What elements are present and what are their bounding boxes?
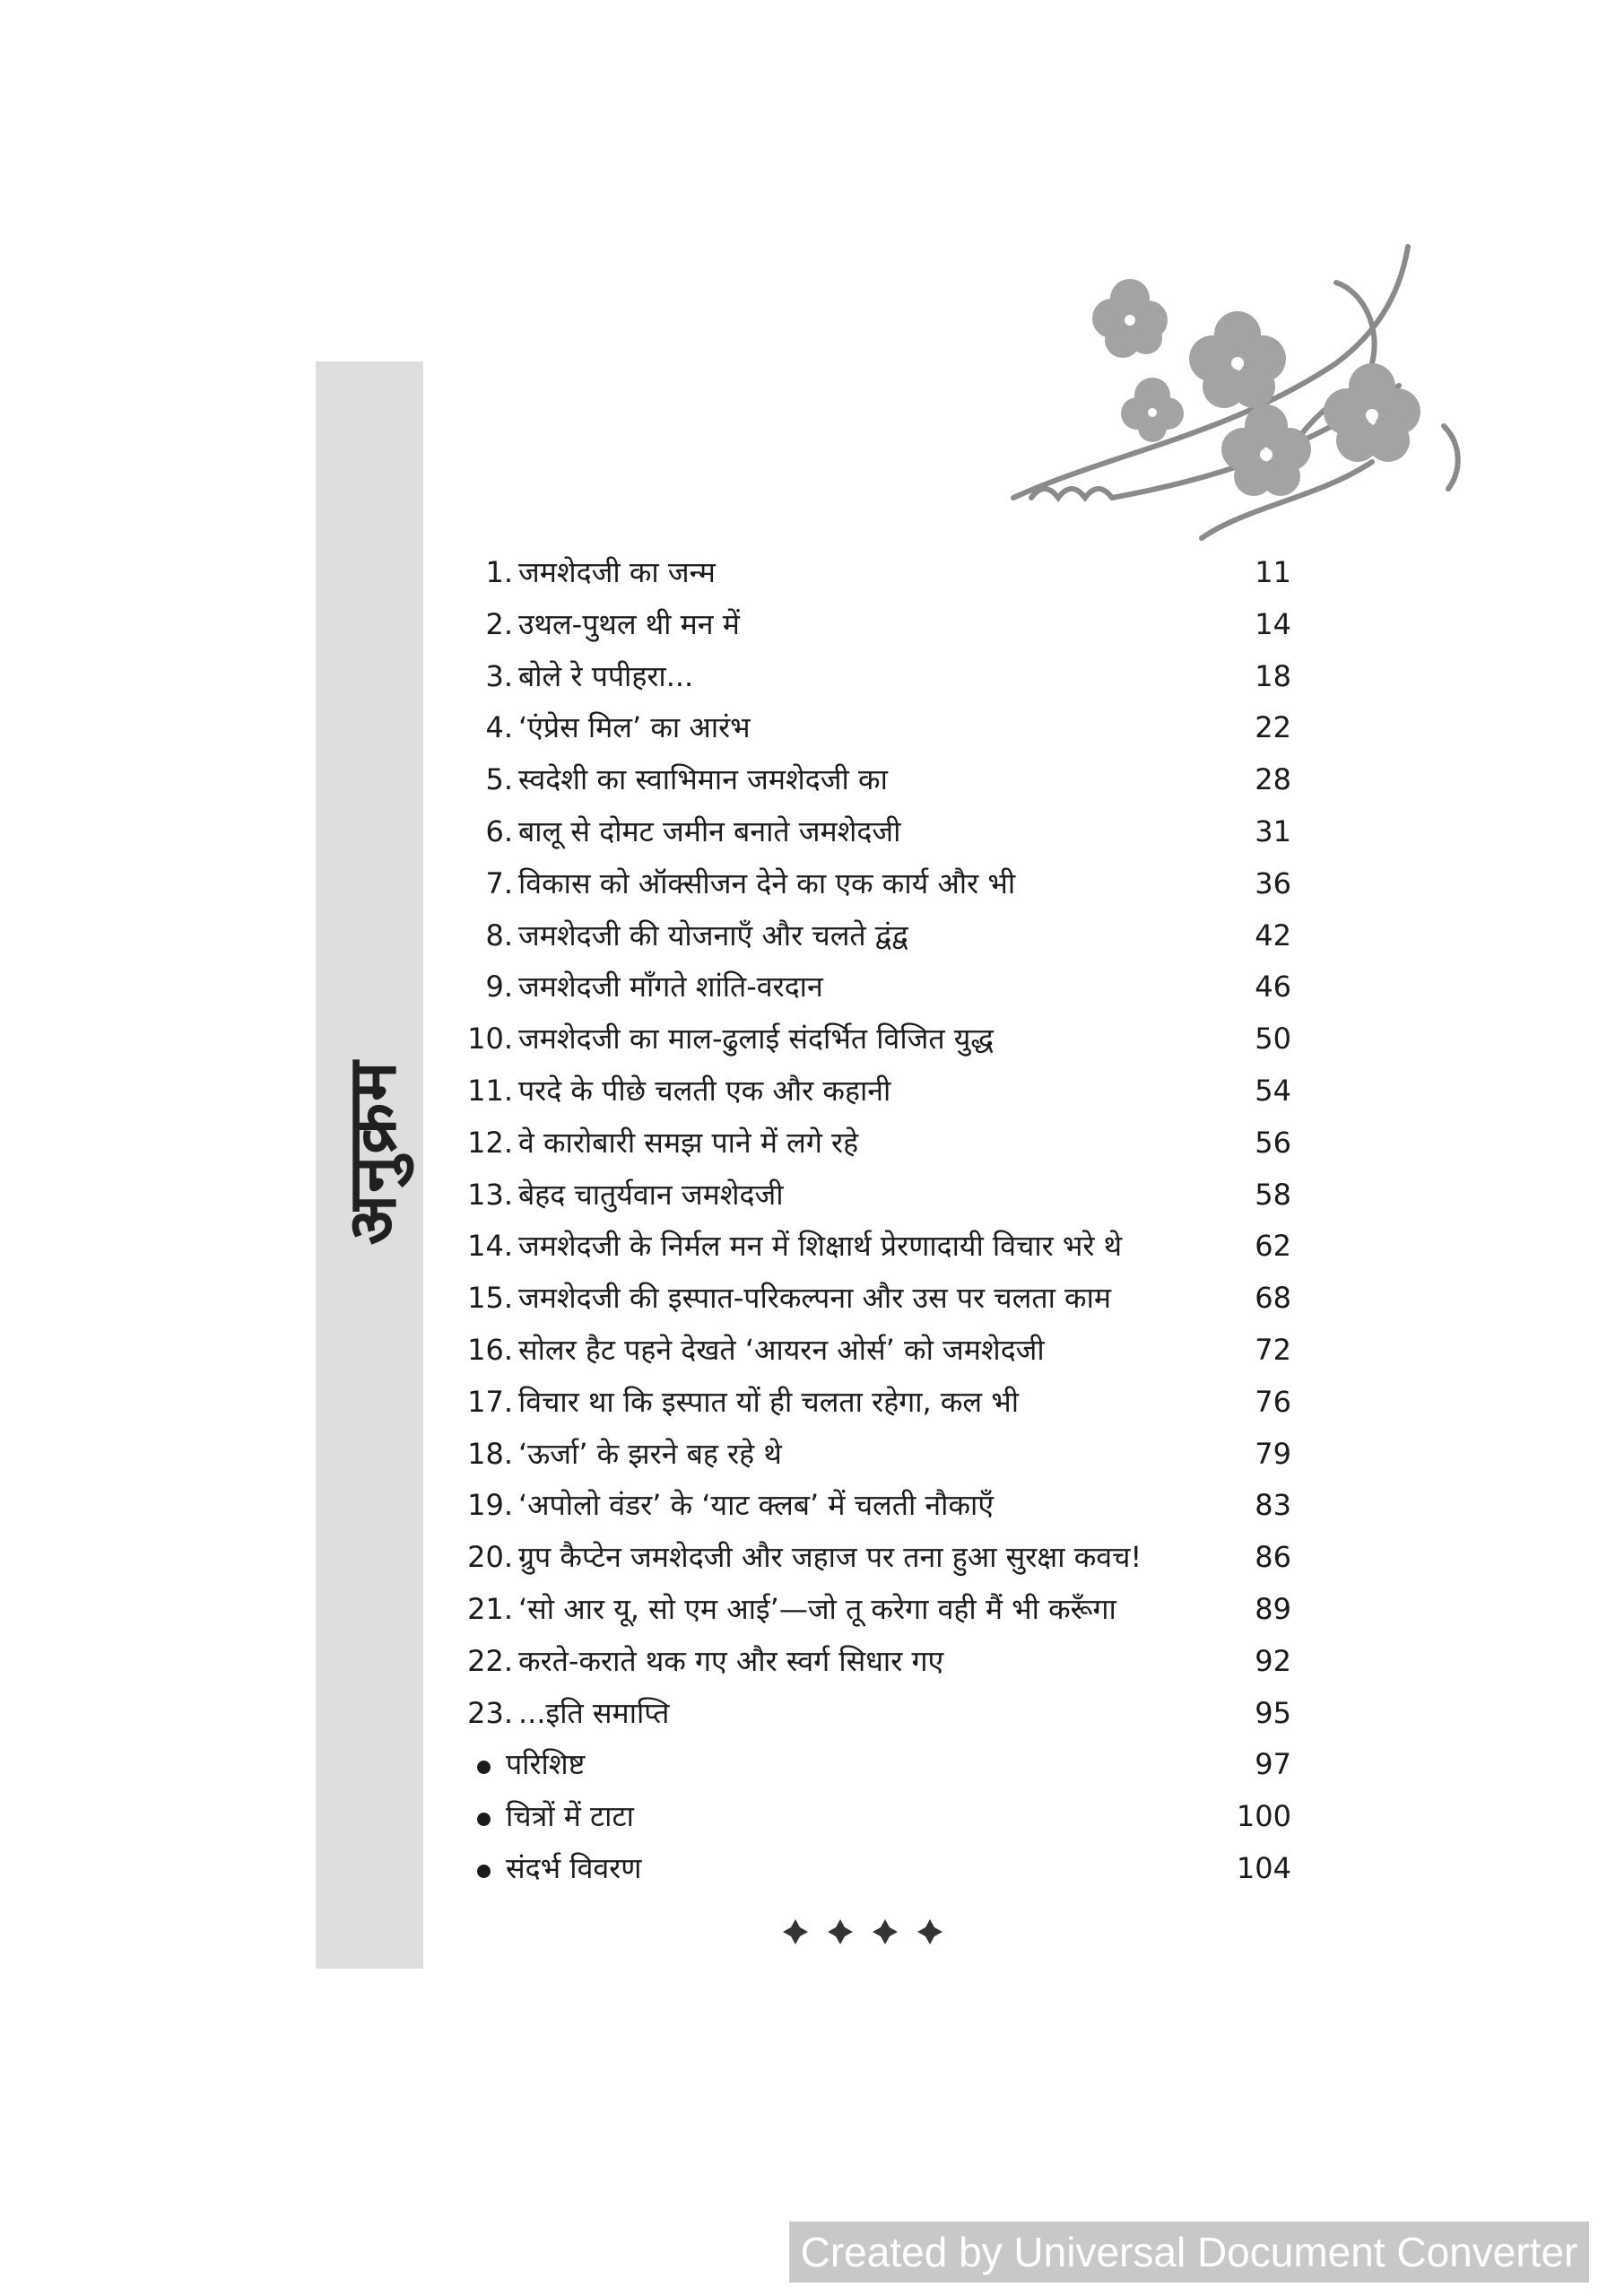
appendix-title: परिशिष्ट (506, 1747, 586, 1782)
bullet-icon (477, 1813, 491, 1826)
toc-number: 18. (467, 1436, 513, 1471)
toc-number: 21. (467, 1591, 513, 1626)
toc-number: 11. (467, 1073, 513, 1108)
toc-row (448, 1013, 1291, 1065)
toc-title: ‘ऊर्जा’ के झरने बह रहे थे (518, 1436, 782, 1471)
toc-title: ‘अपोलो वंडर’ के ‘याट क्लब’ में चलती नौकाएँ (518, 1488, 995, 1523)
toc-row (448, 858, 1291, 910)
toc-page-number: 42 (1255, 918, 1291, 952)
toc-title: ...इति समाप्ति (518, 1695, 670, 1730)
appendix-title: संदर्भ विवरण (506, 1850, 642, 1885)
toc-page-number: 31 (1255, 813, 1291, 848)
toc-number: 20. (467, 1540, 513, 1575)
toc-title: जमशेदजी माँगते शांति-वरदान (518, 970, 823, 1004)
appendix-page-number: 100 (1236, 1799, 1291, 1834)
toc-page-number: 92 (1255, 1643, 1291, 1678)
toc-page-number: 50 (1255, 1022, 1291, 1057)
toc-number: 22. (467, 1643, 513, 1678)
toc-number: 15. (467, 1281, 513, 1316)
toc-title: परदे के पीछे चलती एक और कहानी (518, 1073, 891, 1108)
toc-page-number: 83 (1255, 1488, 1291, 1523)
toc-row (448, 1636, 1291, 1688)
toc-row (448, 1429, 1291, 1481)
toc-row (448, 1170, 1291, 1222)
toc-title: विचार था कि इस्पात यों ही चलता रहेगा, कल भी (518, 1384, 1020, 1419)
toc-title: ग्रुप कैप्टेन जमशेदजी और जहाज पर तना हुआ सुरक्षा कवच! (518, 1540, 1142, 1575)
toc-page-number: 14 (1255, 606, 1291, 641)
toc-number: 6. (485, 813, 513, 848)
toc-row (448, 1065, 1291, 1118)
toc-page-number: 68 (1255, 1281, 1291, 1316)
bullet-icon (477, 1761, 491, 1774)
toc-row (448, 754, 1291, 806)
toc-row (448, 702, 1291, 754)
toc-title: जमशेदजी की योजनाएँ और चलते द्वंद्व (518, 918, 908, 952)
toc-number: 19. (467, 1488, 513, 1523)
toc-row (448, 1688, 1291, 1740)
toc-number: 5. (485, 762, 513, 797)
toc-page-number: 79 (1255, 1436, 1291, 1471)
toc-page-number: 58 (1255, 1177, 1291, 1212)
toc-number: 12. (467, 1125, 513, 1160)
toc-row (448, 547, 1291, 599)
toc-number: 9. (485, 970, 513, 1004)
bullet-icon (477, 1865, 491, 1878)
appendix-row (448, 1739, 1291, 1791)
appendix-page-number: 97 (1255, 1747, 1291, 1782)
toc-row (448, 1377, 1291, 1429)
toc-number: 8. (485, 918, 513, 952)
toc-number: 17. (467, 1384, 513, 1419)
toc-title: जमशेदजी के निर्मल मन में शिक्षार्थ प्रेरणादायी विचार भरे थे (518, 1229, 1123, 1264)
toc-title: बालू से दोमट जमीन बनाते जमशेदजी (518, 813, 901, 848)
toc-page-number: 18 (1255, 658, 1291, 693)
toc-number: 7. (485, 865, 513, 900)
appendix-row (448, 1843, 1291, 1895)
toc-page-number: 95 (1255, 1695, 1291, 1730)
toc-page-number: 89 (1255, 1591, 1291, 1626)
toc-number: 4. (485, 710, 513, 745)
toc-number: 2. (485, 606, 513, 641)
floral-ornament-icon (977, 229, 1489, 543)
appendix-page-number: 104 (1236, 1850, 1291, 1885)
toc-page-number: 76 (1255, 1384, 1291, 1419)
toc-page-number: 56 (1255, 1125, 1291, 1160)
toc-row (448, 1273, 1291, 1325)
toc-row (448, 910, 1291, 962)
toc-page-number: 46 (1255, 970, 1291, 1004)
toc-number: 10. (467, 1022, 513, 1057)
toc-title: विकास को ऑक्सीजन देने का एक कार्य और भी (518, 865, 1016, 900)
page-title: अनुक्रम (334, 1059, 412, 1246)
toc-page-number: 11 (1255, 555, 1291, 589)
toc-row (448, 651, 1291, 703)
toc-row (448, 1480, 1291, 1532)
toc-page-number: 54 (1255, 1073, 1291, 1108)
toc-number: 13. (467, 1177, 513, 1212)
toc-row (448, 1532, 1291, 1584)
toc-title: उथल-पुथल थी मन में (518, 606, 740, 641)
appendix-title: चित्रों में टाटा (506, 1799, 634, 1834)
toc-page-number: 72 (1255, 1332, 1291, 1367)
toc-title: बोले रे पपीहरा... (518, 658, 694, 693)
toc-number: 14. (467, 1229, 513, 1264)
toc-title: करते-कराते थक गए और स्वर्ग सिधार गए (518, 1643, 944, 1678)
toc-row (448, 599, 1291, 651)
toc-row (448, 1325, 1291, 1377)
toc-title: बेहद चातुर्यवान जमशेदजी (518, 1177, 784, 1212)
toc-title: ‘सो आर यू, सो एम आई’—जो तू करेगा वही मैं भी करूँगा (518, 1591, 1116, 1626)
toc-page-number: 22 (1255, 710, 1291, 745)
toc-row (448, 1118, 1291, 1170)
toc-number: 3. (485, 658, 513, 693)
toc-title: जमशेदजी की इस्पात-परिकल्पना और उस पर चलता काम (518, 1281, 1112, 1316)
toc-title: जमशेदजी का जन्म (518, 555, 716, 589)
toc-page-number: 36 (1255, 865, 1291, 900)
toc-title: सोलर हैट पहने देखते ‘आयरन ओर्स’ को जमशेदजी (518, 1332, 1045, 1367)
toc-page-number: 62 (1255, 1229, 1291, 1264)
toc-title: ‘एंप्रेस मिल’ का आरंभ (518, 710, 751, 745)
toc-row (448, 1584, 1291, 1636)
toc-title: वे कारोबारी समझ पाने में लगे रहे (518, 1125, 859, 1160)
toc-number: 1. (485, 555, 513, 589)
toc-title: जमशेदजी का माल-ढुलाई संदर्भित विजित युद्ध (518, 1022, 994, 1057)
appendix-row (448, 1791, 1291, 1843)
toc-row (448, 806, 1291, 858)
toc-row (448, 1221, 1291, 1273)
toc-row (448, 961, 1291, 1013)
toc-title: स्वदेशी का स्वाभिमान जमशेदजी का (518, 762, 888, 797)
watermark-label: Created by Universal Document Converter (789, 2222, 1589, 2283)
end-ornament-icon (773, 1913, 952, 1951)
toc-number: 23. (467, 1695, 513, 1730)
table-of-contents (448, 547, 1291, 1895)
toc-page-number: 86 (1255, 1540, 1291, 1575)
toc-number: 16. (467, 1332, 513, 1367)
toc-page-number: 28 (1255, 762, 1291, 797)
